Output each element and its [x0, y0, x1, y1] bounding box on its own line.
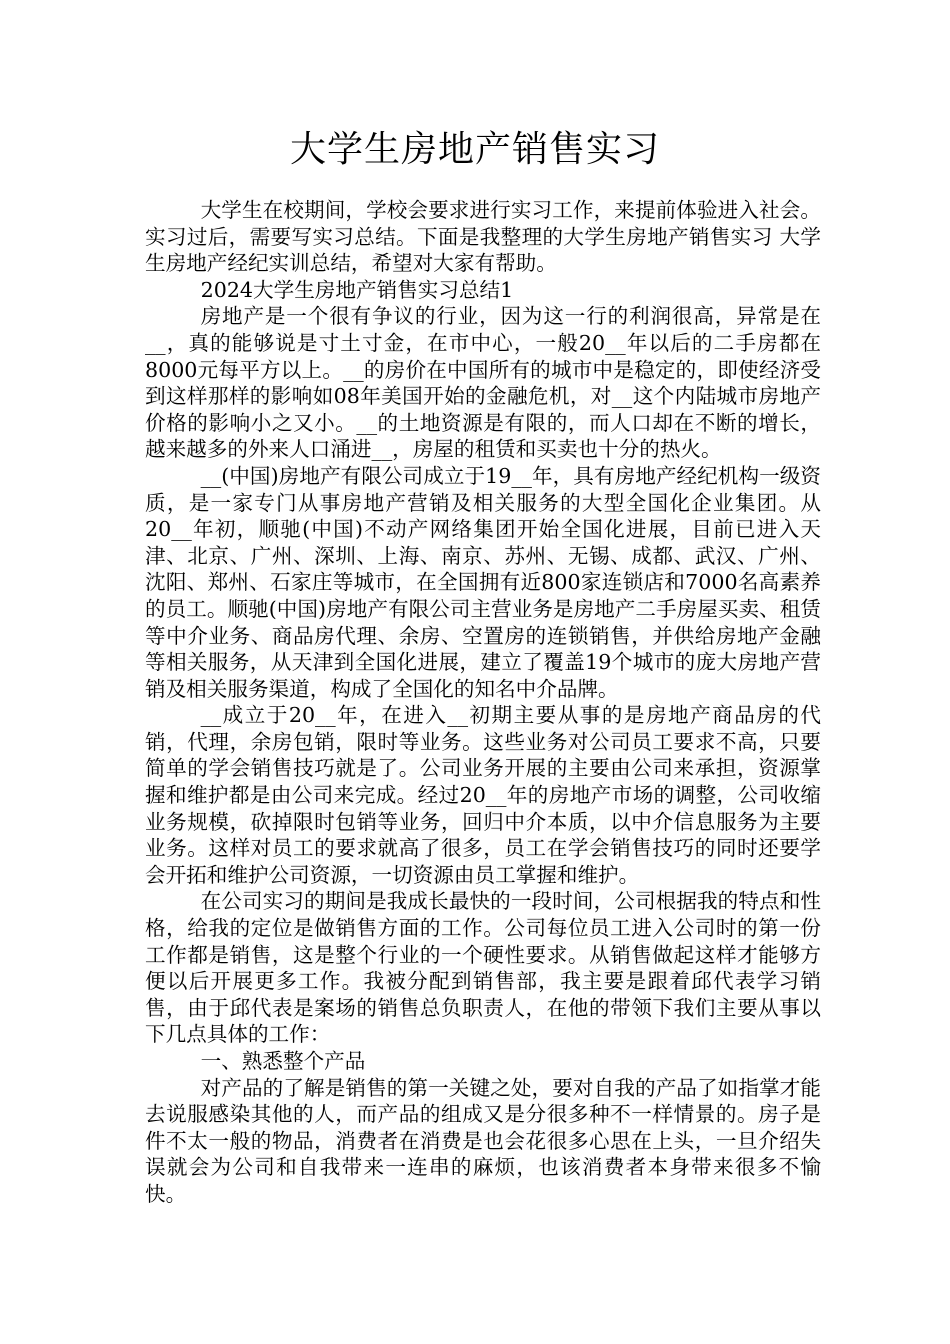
paragraph-section-heading: 2024大学生房地产销售实习总结1	[200, 277, 514, 302]
paragraph-product: 对产品的了解是销售的第一关键之处，要对自我的产品了如指掌才能去说服感染其他的人，而产品的组成又是分很多种不一样情景的。房子是件不太一般的物品，消费者在消费是也会花很多心思在上头，一旦介绍失误就会为公司和自我带来一连串的麻烦，也该消费者本身带来很多不愉快。	[145, 1075, 821, 1206]
paragraph-industry: 房地产是一个很有争议的行业，因为这一行的利润很高，异常是在__，真的能够说是寸土寸金，在市中心，一般20__年以后的二手房都在8000元每平方以上。__的房价在中国所有的城市中是稳定的，即使经济受到这样那样的影响如08年美国开始的金融危机，对__这个内陆城市房地产价格的影响小之又小。__的土地资源是有限的，而人口却在不断的增长，越来越多的外来人口涌进__，房屋的租赁和买卖也十分的热火。	[145, 304, 821, 462]
paragraph-internship: 在公司实习的期间是我成长最快的一段时间，公司根据我的特点和性格，给我的定位是做销售方面的工作。公司每位员工进入公司时的第一份工作都是销售，这是整个行业的一个硬性要求。从销售做起这样才能够方便以后开展更多工作。我被分配到销售部，我主要是跟着邱代表学习销售，由于邱代表是案场的销售总负职责人，在他的带领下我们主要从事以下几点具体的工作：	[145, 889, 821, 1047]
paragraph-company: __(中国)房地产有限公司成立于19__年，具有房地产经纪机构一级资质，是一家专门从事房地产营销及相关服务的大型全国化企业集团。从20__年初，顺驰(中国)不动产网络集团开始全国化进展，目前已进入天津、北京、广州、深圳、上海、南京、苏州、无锡、成都、武汉、广州、沈阳、郑州、石家庄等城市，在全国拥有近800家连锁店和7000名高素养的员工。顺驰(中国)房地产有限公司主营业务是房地产二手房屋买卖、租赁等中介业务、商品房代理、余房、空置房的连锁销售，并供给房地产金融等相关服务，从天津到全国化进展，建立了覆盖19个城市的庞大房地产营销及相关服务渠道，构成了全国化的知名中介品牌。	[145, 463, 821, 701]
paragraph-intro: 大学生在校期间，学校会要求进行实习工作，来提前体验进入社会。实习过后，需要写实习总结。下面是我整理的大学生房地产销售实习 大学生房地产经纪实训总结，希望对大家有帮助。	[145, 198, 821, 276]
document-body	[145, 197, 821, 1208]
paragraph-subheading: 一、熟悉整个产品	[200, 1049, 366, 1073]
document-title: 大学生房地产销售实习	[289, 129, 660, 170]
paragraph-business: __成立于20__年，在进入__初期主要从事的是房地产商品房的代销，代理，余房包销，限时等业务。这些业务对公司员工要求不高，只要简单的学会销售技巧就是了。公司业务开展的主要由公司来承担，资源掌握和维护都是由公司来完成。经过20__年的房地产市场的调整，公司收缩业务规模，砍掉限时包销等业务，回归中介本质，以中介信息服务为主要业务。这样对员工的要求就高了很多，员工在学会销售技巧的同时还要学会开拓和维护公司资源，一切资源由员工掌握和维护。	[145, 703, 821, 887]
